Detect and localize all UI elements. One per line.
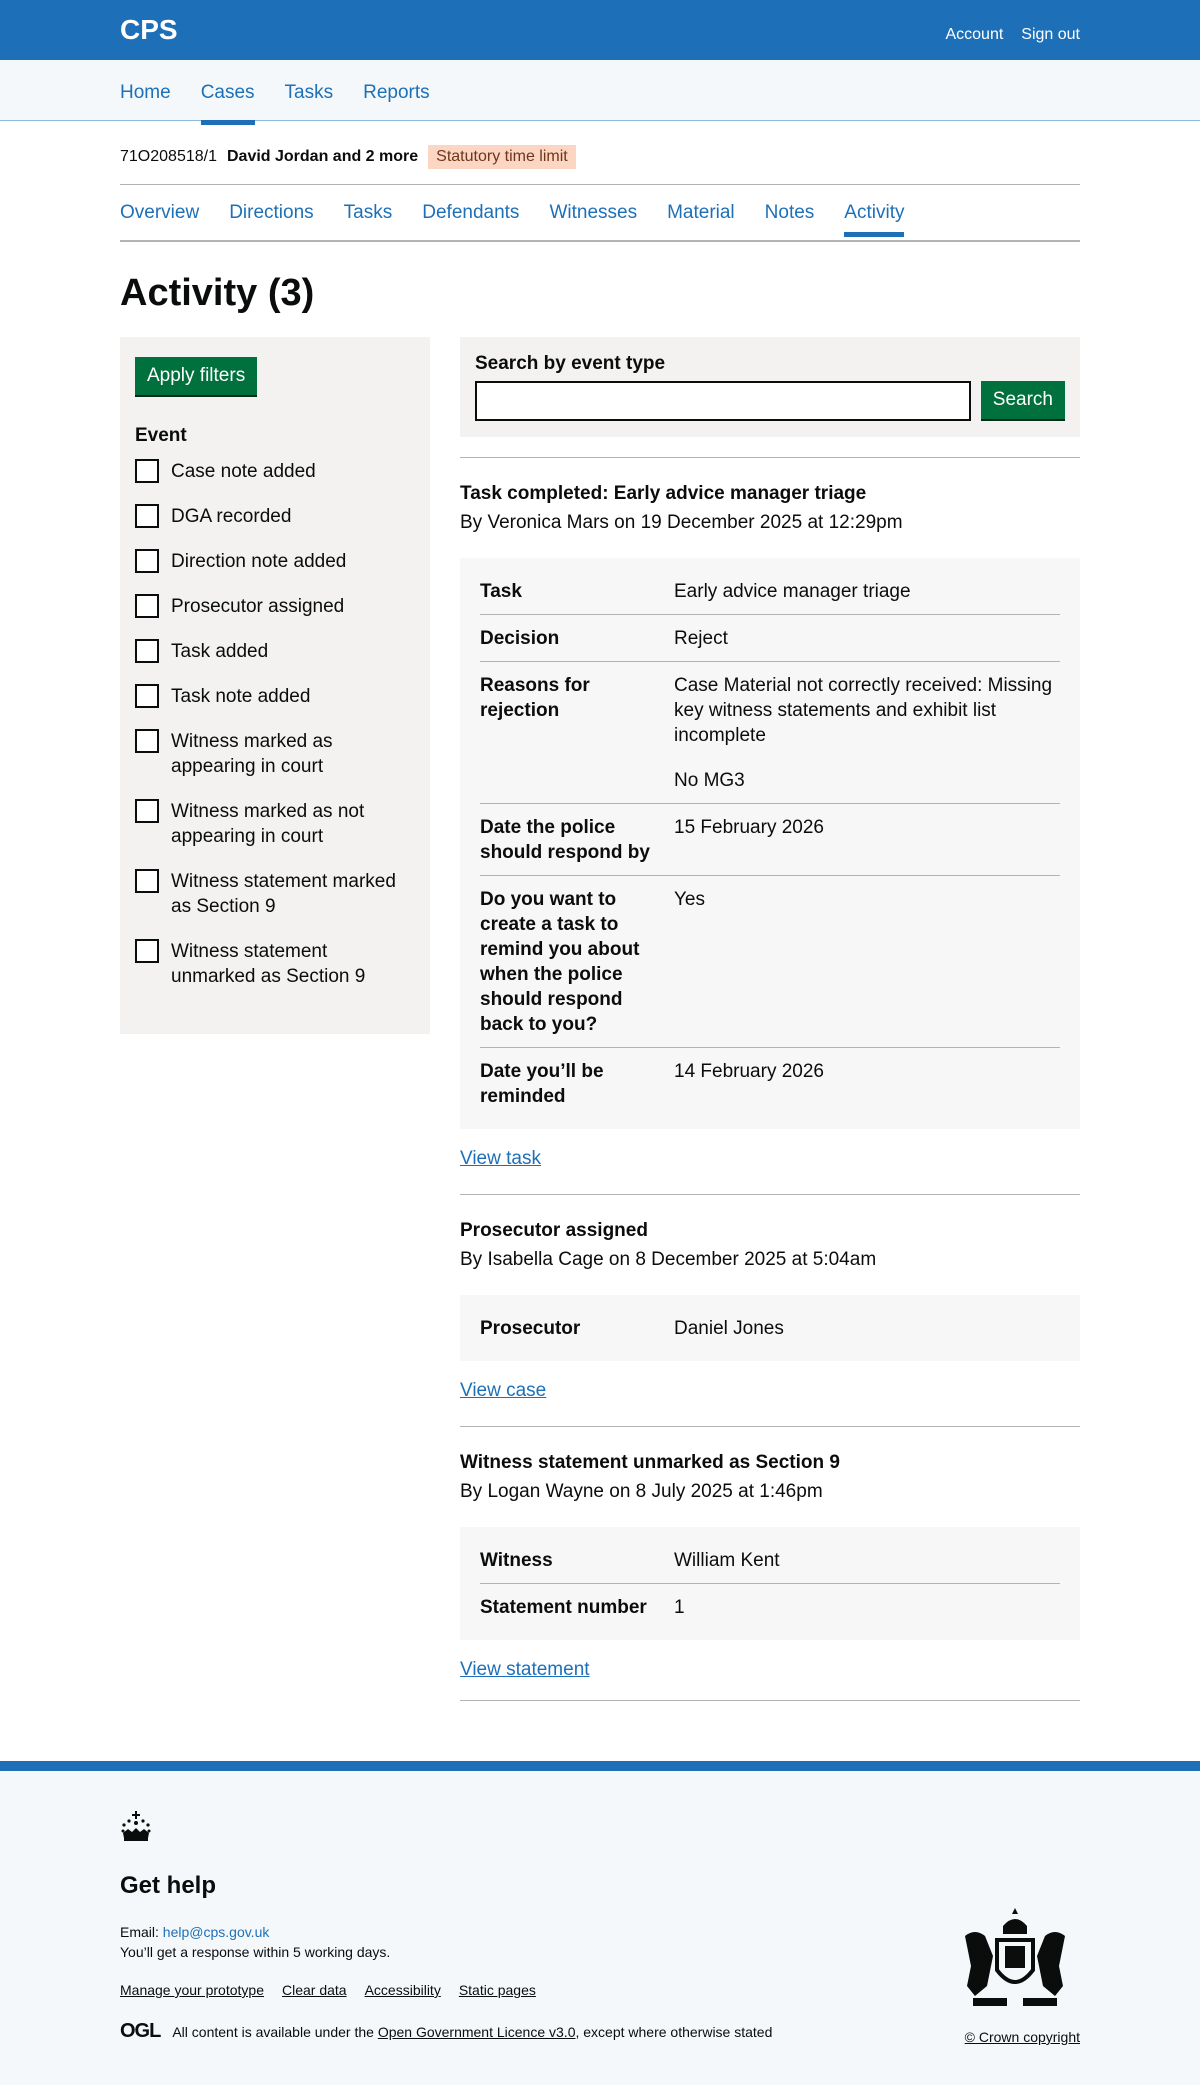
nav-cases[interactable]: Cases: [201, 76, 255, 104]
tab-witnesses[interactable]: Witnesses: [549, 201, 638, 223]
footer-link-accessibility[interactable]: Accessibility: [364, 1982, 441, 1998]
summary-key: Date the police should respond by: [480, 817, 650, 863]
primary-nav: [0, 60, 1200, 121]
summary-value-text: No MG3: [674, 770, 745, 791]
get-help-heading: Get help: [120, 1872, 217, 1899]
checkbox[interactable]: [135, 869, 159, 893]
summary-row: [480, 615, 1060, 662]
filter-checkbox-dga-recorded[interactable]: [135, 504, 415, 529]
footer-link-clear-data[interactable]: Clear data: [281, 1982, 347, 1998]
nav-tasks[interactable]: Tasks: [284, 82, 334, 103]
checkbox[interactable]: [135, 594, 159, 618]
statutory-time-limit-tag: Statutory time limit: [428, 145, 576, 169]
activity-event: [460, 457, 1080, 1174]
event-byline: By Veronica Mars on 19 December 2025 at 12:29pm: [460, 512, 903, 533]
view-statement-link[interactable]: View statement: [460, 1659, 590, 1680]
response-time-text: You’ll get a response within 5 working days.: [120, 1944, 391, 1960]
account-link[interactable]: Account: [945, 26, 1004, 43]
summary-value-text: 14 February 2026: [674, 1061, 824, 1082]
summary-value: [674, 815, 1060, 865]
help-email-link[interactable]: help@cps.gov.uk: [162, 1924, 270, 1940]
checkbox[interactable]: [135, 799, 159, 823]
checkbox-label: Witness marked as not appearing in court: [171, 801, 365, 847]
footer-link-manage-prototype[interactable]: Manage your prototype: [120, 1982, 264, 1998]
search-label: Search by event type: [475, 353, 666, 374]
summary-value: [674, 1595, 1060, 1620]
summary-key: Prosecutor: [480, 1318, 581, 1339]
event-byline: By Isabella Cage on 8 December 2025 at 5:04am: [460, 1249, 877, 1270]
summary-value-text: Yes: [674, 889, 705, 910]
tab-tasks[interactable]: Tasks: [343, 201, 393, 223]
event-details: [460, 1295, 1080, 1361]
summary-row: [480, 1305, 1060, 1351]
summary-row: [480, 1537, 1060, 1584]
summary-value-text: Case Material not correctly received: Missing key witness statements and exhibit list incomplete: [674, 675, 1053, 746]
checkbox[interactable]: [135, 504, 159, 528]
filter-checkbox-task-note-added[interactable]: [135, 684, 415, 709]
search-input[interactable]: [475, 381, 971, 421]
royal-coat-of-arms-icon: [955, 1906, 1075, 2016]
checkbox-label: Case note added: [171, 461, 316, 482]
summary-row: [480, 662, 1060, 804]
checkbox-label: DGA recorded: [171, 506, 292, 527]
summary-key: Do you want to create a task to remind you about when the police should respond back to you?: [480, 889, 640, 1035]
apply-filters-button[interactable]: Apply filters: [135, 357, 257, 395]
tab-material[interactable]: Material: [667, 201, 735, 223]
checkbox[interactable]: [135, 549, 159, 573]
summary-value-text: Daniel Jones: [674, 1318, 784, 1339]
filter-checkbox-case-note-added[interactable]: [135, 459, 415, 484]
filter-checkbox-witness-statement-marked-as-section-9[interactable]: [135, 869, 415, 919]
ogl-logo: OGL: [120, 2020, 161, 2042]
summary-key: Date you’ll be reminded: [480, 1061, 604, 1107]
checkbox[interactable]: [135, 939, 159, 963]
filter-checkbox-task-added[interactable]: [135, 639, 415, 664]
filter-checkbox-direction-note-added[interactable]: [135, 549, 415, 574]
licence-suffix: , except where otherwise stated: [575, 2023, 773, 2040]
checkbox[interactable]: [135, 639, 159, 663]
view-case-link[interactable]: View case: [460, 1380, 547, 1401]
email-label: Email:: [120, 1924, 159, 1940]
summary-key: Decision: [480, 628, 560, 649]
summary-value-text: William Kent: [674, 1550, 780, 1571]
tab-notes[interactable]: Notes: [764, 201, 815, 223]
checkbox-label: Witness statement marked as Section 9: [171, 871, 396, 917]
summary-value-text: Reject: [674, 628, 728, 649]
page-title: Activity (3): [120, 272, 315, 314]
activity-list: [460, 337, 1080, 1701]
footer-link-static-pages[interactable]: Static pages: [458, 1982, 536, 1998]
summary-row: [480, 876, 1060, 1048]
divider: [460, 1700, 1080, 1701]
summary-row: [480, 1584, 1060, 1630]
footer: [0, 1761, 1200, 2085]
summary-value: [674, 887, 1060, 1037]
checkbox[interactable]: [135, 459, 159, 483]
event-title: Prosecutor assigned: [460, 1220, 648, 1241]
checkbox-label: Witness statement unmarked as Section 9: [171, 941, 366, 987]
summary-key: Statement number: [480, 1597, 647, 1618]
search-button[interactable]: Search: [981, 381, 1065, 419]
case-urn: 71O208518/1: [120, 147, 217, 165]
crown-icon: [120, 1811, 152, 1841]
site-header: [0, 0, 1200, 60]
filter-checkbox-prosecutor-assigned[interactable]: [135, 594, 415, 619]
cps-logo[interactable]: CPS: [120, 14, 178, 45]
licence-text: All content is available under the: [172, 2023, 374, 2040]
activity-event: [460, 1426, 1080, 1685]
summary-key: Task: [480, 581, 522, 602]
summary-value: [674, 673, 1060, 793]
checkbox-label: Task added: [171, 641, 269, 662]
filter-checkbox-witness-statement-unmarked-as-section-9[interactable]: [135, 939, 415, 989]
tab-directions[interactable]: Directions: [229, 201, 314, 223]
sign-out-link[interactable]: Sign out: [1021, 26, 1080, 43]
event-details: [460, 1527, 1080, 1640]
case-sub-nav: [120, 185, 1080, 242]
checkbox-label: Direction note added: [171, 551, 347, 572]
event-details: [460, 558, 1080, 1129]
event-title: Task completed: Early advice manager triage: [460, 483, 867, 504]
summary-value: [674, 1548, 1060, 1573]
summary-key: Reasons for rejection: [480, 675, 590, 721]
case-summary: [120, 129, 1080, 185]
crown-copyright-link[interactable]: © Crown copyright: [964, 2029, 1080, 2045]
summary-value: [674, 1316, 1060, 1341]
tab-activity[interactable]: Activity: [844, 201, 905, 223]
checkbox[interactable]: [135, 684, 159, 708]
summary-value-text: Early advice manager triage: [674, 581, 911, 602]
checkbox-label: Prosecutor assigned: [171, 596, 345, 617]
case-defendants: David Jordan and 2 more: [226, 147, 419, 165]
summary-row: [480, 568, 1060, 615]
summary-value-text: 1: [674, 1597, 685, 1618]
activity-event: [460, 1194, 1080, 1406]
view-task-link[interactable]: View task: [460, 1148, 541, 1169]
filter-panel: [120, 337, 430, 1034]
filter-checkbox-witness-marked-as-appearing-in-court[interactable]: [135, 729, 415, 779]
tab-overview[interactable]: Overview: [120, 201, 200, 223]
licence-link[interactable]: Open Government Licence v3.0: [377, 2023, 576, 2040]
summary-value-text: 15 February 2026: [674, 817, 824, 838]
summary-value: [674, 579, 1060, 604]
checkbox-label: Task note added: [171, 686, 311, 707]
summary-value: [674, 626, 1060, 651]
nav-reports[interactable]: Reports: [363, 82, 430, 103]
summary-row: [480, 1048, 1060, 1119]
tab-defendants[interactable]: Defendants: [422, 201, 520, 223]
filter-checkbox-witness-marked-as-not-appearing-in-court[interactable]: [135, 799, 415, 849]
checkbox[interactable]: [135, 729, 159, 753]
summary-key: Witness: [480, 1550, 553, 1571]
checkbox-label: Witness marked as appearing in court: [171, 731, 333, 777]
event-title: Witness statement unmarked as Section 9: [460, 1452, 840, 1473]
event-filter-legend: Event: [135, 425, 187, 446]
nav-home[interactable]: Home: [120, 82, 171, 103]
event-byline: By Logan Wayne on 8 July 2025 at 1:46pm: [460, 1481, 823, 1502]
summary-row: [480, 804, 1060, 876]
search-panel: [460, 337, 1080, 437]
summary-value: [674, 1059, 1060, 1109]
